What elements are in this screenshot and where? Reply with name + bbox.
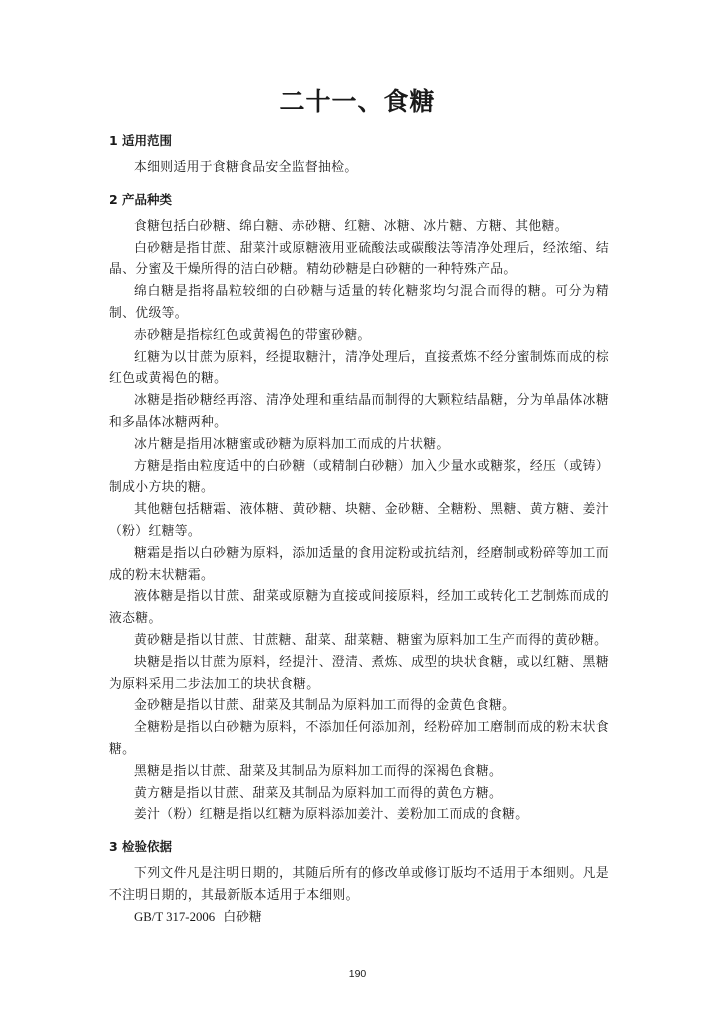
document-body [109, 130, 609, 929]
paragraph: 金砂糖是指以甘蔗、甜菜及其制品为原料加工而得的金黄色食糖。 [134, 698, 516, 714]
paragraph: 赤砂糖是指棕红色或黄褐色的带蜜砂糖。 [134, 327, 371, 343]
section-heading-scope: 1 适用范围 [109, 133, 173, 148]
paragraph: 绵白糖是指将晶粒较细的白砂糖与适量的转化糖浆均匀混合而得的糖。可分为精制、优级等。 [109, 284, 609, 321]
section-heading-inspection-basis: 3 检验依据 [109, 839, 173, 855]
paragraph: 姜汁（粉）红糖是指以红糖为原料添加姜汁、姜粉加工而成的食糖。 [134, 807, 529, 823]
page-title: 二十一、食糖 [279, 87, 436, 116]
paragraph: 黑糖是指以甘蔗、甜菜及其制品为原料加工而得的深褐色食糖。 [134, 763, 503, 779]
page-number: 190 [348, 968, 367, 980]
paragraph: 冰片糖是指用冰糖蜜或砂糖为原料加工而成的片状糖。 [134, 436, 450, 452]
paragraph: 液体糖是指以甘蔗、甜菜或原糖为直接或间接原料，经加工或转化工艺制炼而成的液态糖。 [109, 589, 609, 627]
paragraph: 方糖是指由粒度适中的白砂糖（或精制白砂糖）加入少量水或糖浆，经压（或铸）制成小方块的糖。 [109, 458, 609, 496]
paragraph: 其他糖包括糖霜、液体糖、黄砂糖、块糖、金砂糖、全糖粉、黑糖、黄方糖、姜汁（粉）红糖等。 [109, 502, 609, 539]
paragraph: 全糖粉是指以白砂糖为原料，不添加任何添加剂，经粉碎加工磨制而成的粉末状食糖。 [109, 720, 609, 757]
section-heading-product-types: 2 产品种类 [109, 191, 173, 207]
paragraph: 下列文件凡是注明日期的，其随后所有的修改单或修订版均不适用于本细则。凡是不注明日期的，其最新版本适用于本细则。 [109, 866, 609, 903]
standard-code: GB/T 317-2006 [134, 909, 216, 924]
paragraph: 食糖包括白砂糖、绵白糖、赤砂糖、红糖、冰糖、冰片糖、方糖、其他糖。 [134, 218, 568, 234]
paragraph: 红糖为以甘蔗为原料，经提取糖汁，清净处理后，直接煮炼不经分蜜制炼而成的棕红色或黄褐色的糖。 [109, 349, 609, 387]
paragraph: 冰糖是指砂糖经再溶、清净处理和重结晶而制得的大颗粒结晶糖，分为单晶体冰糖和多晶体冰糖两种。 [109, 393, 609, 430]
paragraph: 黄砂糖是指以甘蔗、甘蔗糖、甜菜、甜菜糖、糖蜜为原料加工生产而得的黄砂糖。 [134, 632, 608, 648]
paragraph: 黄方糖是指以甘蔗、甜菜及其制品为原料加工而得的黄色方糖。 [134, 785, 503, 801]
paragraph: 块糖是指以甘蔗为原料，经提汁、澄清、煮炼、成型的块状食糖，或以红糖、黑糖为原料采用二步法加工的块状食糖。 [109, 654, 609, 692]
paragraph: 糖霜是指以白砂糖为原料，添加适量的食用淀粉或抗结剂，经磨制或粉碎等加工而成的粉末状糖霜。 [109, 545, 609, 583]
standard-reference [109, 907, 609, 929]
standard-name: 白砂糖 [223, 909, 262, 925]
paragraph: 本细则适用于食糖食品安全监督抽检。 [134, 160, 358, 175]
paragraph: 白砂糖是指甘蔗、甜菜汁或原糖液用亚硫酸法或碳酸法等清净处理后，经浓缩、结晶、分蜜及干燥所得的洁白砂糖。精幼砂糖是白砂糖的一种特殊产品。 [109, 240, 609, 278]
